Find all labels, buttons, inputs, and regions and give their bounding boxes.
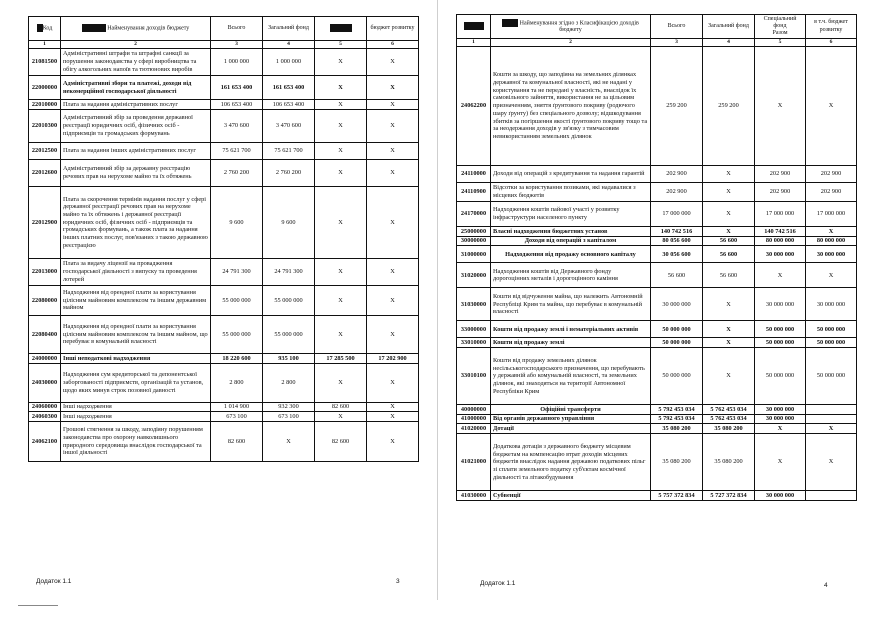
general-fund-cell: 5 727 372 834 <box>703 491 755 501</box>
development-budget-cell: 17 202 900 <box>367 354 419 364</box>
classification-code-cell: 31000000 <box>457 246 491 263</box>
development-budget-cell: 80 000 000 <box>806 236 857 246</box>
general-fund-cell: 55 000 000 <box>263 316 315 354</box>
general-fund-cell: 1 000 000 <box>263 49 315 76</box>
classification-code-cell: 22012500 <box>29 143 61 160</box>
general-fund-cell: 673 100 <box>263 412 315 422</box>
general-fund-cell: 161 653 400 <box>263 76 315 100</box>
table-row <box>29 110 419 143</box>
revenue-name-cell: Плата за надання інших адміністративних послуг <box>61 143 211 160</box>
header-special-label: Спеціальний фонд <box>763 15 797 29</box>
classification-code-cell: 41030000 <box>457 491 491 501</box>
revenue-name-cell: Адміністративний збір за проведення державної реєстрації юридичних осіб, фізичних осіб - підприємців та громадських формувань <box>61 110 211 143</box>
column-number: 3 <box>211 41 263 49</box>
header-development-budget: бюджет розвитку <box>367 17 419 41</box>
table-row <box>29 316 419 354</box>
classification-code-cell: 40000000 <box>457 405 491 415</box>
revenue-name-cell: Інші надходження <box>61 402 211 412</box>
development-budget-cell: X <box>367 259 419 286</box>
column-number-row <box>29 41 419 49</box>
column-number: 6 <box>367 41 419 49</box>
total-cell: 202 900 <box>651 166 703 183</box>
column-number: 4 <box>263 41 315 49</box>
revenue-name-cell: Плата за скорочення термінів надання послуг у сфері державної реєстрації речових прав на нерухоме майно та їх обтяжень і державної реєстрації юридичних осіб, фізичних осіб - підприємців та громадських формувань, а також плата за надання інших платних послуг, пов'язаних з такою державною реєстрацією <box>61 187 211 259</box>
table-row <box>29 143 419 160</box>
table-row <box>457 47 857 166</box>
special-fund-cell: 30 000 000 <box>755 414 806 424</box>
header-special-fund <box>315 17 367 41</box>
revenue-name-cell: Кошти за шкоду, що заподіяна на земельних ділянках державної та комунальної власності, які не надані у користування та не передані у власність, внаслідок їх самовільного зайняття, використання не за цільовим призначенням, зняття ґрунтового покриву (родючого шару ґрунту) без спеціального дозволу; відшкодування збитків за погіршення якості ґрунтового покриву тощо та за неодержання доходів у зв'язку з тимчасовим невикористанням земельних ділянок <box>491 47 651 166</box>
special-fund-cell: 80 000 000 <box>755 236 806 246</box>
special-fund-cell: X <box>315 286 367 316</box>
revenue-name-cell: Надходження від продажу основного капіталу <box>491 246 651 263</box>
revenue-name-cell: Від органів державного управління <box>491 414 651 424</box>
general-fund-cell: 56 600 <box>703 263 755 288</box>
development-budget-cell: X <box>806 434 857 491</box>
revenue-name-cell: Надходження коштів пайової участі у розвитку інфраструктури населеного пункту <box>491 202 651 227</box>
revenue-name-cell: Адміністративні збори та платежі, доходи від некомерційної господарської діяльності <box>61 76 211 100</box>
total-cell: 82 600 <box>211 422 263 462</box>
revenue-name-cell: Дотації <box>491 424 651 434</box>
table-row <box>29 363 419 402</box>
classification-code-cell: 22013000 <box>29 259 61 286</box>
development-budget-cell: X <box>367 286 419 316</box>
column-number: 6 <box>806 39 857 47</box>
header-name-label: Найменування доходів бюджету <box>107 25 190 32</box>
revenue-name-cell: Адміністративний збір за державну реєстрацію речових прав на нерухоме майно та їх обтяжень <box>61 160 211 187</box>
classification-code-cell: 41021000 <box>457 434 491 491</box>
special-fund-cell: 50 000 000 <box>755 338 806 348</box>
special-fund-cell: 140 742 516 <box>755 227 806 237</box>
development-budget-cell: X <box>367 187 419 259</box>
general-fund-cell: 935 100 <box>263 354 315 364</box>
development-budget-cell: 50 000 000 <box>806 338 857 348</box>
development-budget-cell: X <box>367 49 419 76</box>
total-cell: 80 056 600 <box>651 236 703 246</box>
header-code-label: Код <box>42 25 53 32</box>
total-cell: 18 220 600 <box>211 354 263 364</box>
classification-code-cell: 33010100 <box>457 348 491 405</box>
development-budget-cell: 50 000 000 <box>806 321 857 338</box>
general-fund-cell: 55 000 000 <box>263 286 315 316</box>
revenue-name-cell: Адміністративні штрафи та штрафні санкції за порушення законодавства у сфері виробництва та обігу алкогольних напоїв та тютюнових виробів <box>61 49 211 76</box>
development-budget-cell: 17 000 000 <box>806 202 857 227</box>
header-general-fund: Загальний фонд <box>703 15 755 39</box>
table-row <box>29 354 419 364</box>
development-budget-cell: X <box>367 402 419 412</box>
table-row <box>29 187 419 259</box>
header-total: Всього <box>651 15 703 39</box>
column-number: 5 <box>315 41 367 49</box>
special-fund-cell: 30 000 000 <box>755 246 806 263</box>
special-fund-cell: 202 900 <box>755 166 806 183</box>
special-fund-cell: X <box>315 49 367 76</box>
budget-table-right <box>456 14 857 501</box>
general-fund-cell: 9 600 <box>263 187 315 259</box>
special-fund-cell: 82 600 <box>315 422 367 462</box>
column-number: 2 <box>61 41 211 49</box>
total-cell: 55 000 000 <box>211 286 263 316</box>
special-fund-cell: X <box>315 259 367 286</box>
page-number: 4 <box>824 582 828 589</box>
total-cell: 5 792 453 034 <box>651 405 703 415</box>
general-fund-cell: 5 762 453 034 <box>703 414 755 424</box>
revenue-name-cell: Кошти від продажу землі <box>491 338 651 348</box>
classification-code-cell: 22012900 <box>29 187 61 259</box>
development-budget-cell: 30 000 000 <box>806 246 857 263</box>
revenue-name-cell: Додаткова дотація з державного бюджету місцевим бюджетам на компенсацію втрат доходів місцевих бюджетів внаслідок надання державою податкових пільг зі сплати земельного податку суб'єктам космічної діяльності та літакобудування <box>491 434 651 491</box>
total-cell: 50 000 000 <box>651 348 703 405</box>
special-fund-cell: X <box>315 363 367 402</box>
development-budget-cell: X <box>367 363 419 402</box>
general-fund-cell: X <box>703 227 755 237</box>
general-fund-cell: 259 200 <box>703 47 755 166</box>
special-fund-cell: 50 000 000 <box>755 321 806 338</box>
revenue-name-cell: Надходження коштів від Державного фонду дорогоцінних металів і дорогоцінного каміння <box>491 263 651 288</box>
table-row <box>29 160 419 187</box>
appendix-label: Додаток 1.1 <box>36 578 72 585</box>
general-fund-cell: 56 600 <box>703 236 755 246</box>
total-cell: 202 900 <box>651 183 703 202</box>
header-code <box>29 17 61 41</box>
total-cell: 35 080 200 <box>651 424 703 434</box>
classification-code-cell: 22080400 <box>29 316 61 354</box>
general-fund-cell: 106 653 400 <box>263 100 315 110</box>
revenue-name-cell: Плата за надання адміністративних послуг <box>61 100 211 110</box>
special-fund-cell: 17 000 000 <box>755 202 806 227</box>
table-body <box>29 49 419 462</box>
development-budget-cell <box>806 491 857 501</box>
special-fund-cell: 30 000 000 <box>755 491 806 501</box>
redaction-mark <box>464 22 484 30</box>
development-budget-cell: 202 900 <box>806 166 857 183</box>
revenue-name-cell: Кошти від відчуження майна, що належить Автономній Республіці Крим та майна, що перебуває в комунальній власності <box>491 288 651 321</box>
general-fund-cell: X <box>703 183 755 202</box>
development-budget-cell: X <box>367 143 419 160</box>
general-fund-cell: 75 621 700 <box>263 143 315 160</box>
total-cell: 1 000 000 <box>211 49 263 76</box>
revenue-name-cell: Інші надходження <box>61 412 211 422</box>
classification-code-cell: 24062100 <box>29 422 61 462</box>
table-row <box>457 183 857 202</box>
classification-code-cell: 22012600 <box>29 160 61 187</box>
revenue-name-cell: Субвенції <box>491 491 651 501</box>
special-fund-cell: X <box>315 100 367 110</box>
development-budget-cell: X <box>367 316 419 354</box>
table-row <box>29 100 419 110</box>
general-fund-cell: 3 470 600 <box>263 110 315 143</box>
redaction-mark <box>82 24 106 32</box>
table-row <box>29 422 419 462</box>
header-name <box>61 17 211 41</box>
revenue-name-cell: Відсотки за користування позиками, які надавалися з місцевих бюджетів <box>491 183 651 202</box>
special-fund-cell: 50 000 000 <box>755 348 806 405</box>
total-cell: 5 792 453 034 <box>651 414 703 424</box>
table-row <box>29 412 419 422</box>
table-row <box>457 202 857 227</box>
table-row <box>29 286 419 316</box>
classification-code-cell: 31030000 <box>457 288 491 321</box>
table-row <box>29 76 419 100</box>
table-row <box>457 227 857 237</box>
development-budget-cell: X <box>367 76 419 100</box>
table-row <box>457 434 857 491</box>
revenue-name-cell: Кошти від продажу земельних ділянок несільськогосподарського призначення, що перебувають у державній або комунальній власності, та земельних ділянок, які знаходяться на території Автономної Республіки Крим <box>491 348 651 405</box>
total-cell: 56 600 <box>651 263 703 288</box>
total-cell: 50 000 000 <box>651 321 703 338</box>
table-row <box>457 246 857 263</box>
total-cell: 50 000 000 <box>651 338 703 348</box>
table-row <box>29 259 419 286</box>
revenue-name-cell: Надходження сум кредиторської та депонентської заборгованості підприємств, організацій та установ, щодо яких минув строк позовної давності <box>61 363 211 402</box>
classification-code-cell: 24030000 <box>29 363 61 402</box>
table-row <box>457 236 857 246</box>
development-budget-cell: X <box>367 100 419 110</box>
total-cell: 673 100 <box>211 412 263 422</box>
total-cell: 55 000 000 <box>211 316 263 354</box>
classification-code-cell: 24000000 <box>29 354 61 364</box>
revenue-name-cell: Власні надходження бюджетних установ <box>491 227 651 237</box>
budget-table-left <box>28 16 419 462</box>
general-fund-cell: 35 080 200 <box>703 424 755 434</box>
special-fund-cell: X <box>315 143 367 160</box>
classification-code-cell: 22010000 <box>29 100 61 110</box>
column-number: 4 <box>703 39 755 47</box>
total-cell: 17 000 000 <box>651 202 703 227</box>
header-code <box>457 15 491 39</box>
total-cell: 106 653 400 <box>211 100 263 110</box>
total-cell: 2 760 200 <box>211 160 263 187</box>
table-row <box>457 166 857 183</box>
redaction-mark <box>502 19 518 27</box>
development-budget-cell: 50 000 000 <box>806 348 857 405</box>
column-number: 1 <box>29 41 61 49</box>
total-cell: 24 791 300 <box>211 259 263 286</box>
classification-code-cell: 33000000 <box>457 321 491 338</box>
header-name <box>491 15 651 39</box>
table-row <box>457 491 857 501</box>
general-fund-cell: 56 600 <box>703 246 755 263</box>
total-cell: 2 800 <box>211 363 263 402</box>
revenue-name-cell: Доходи від операцій з кредитування та надання гарантій <box>491 166 651 183</box>
total-cell: 3 470 600 <box>211 110 263 143</box>
footer-rule <box>18 605 58 606</box>
special-fund-cell: 30 000 000 <box>755 405 806 415</box>
development-budget-cell: 202 900 <box>806 183 857 202</box>
general-fund-cell: 35 080 200 <box>703 434 755 491</box>
general-fund-cell: 2 760 200 <box>263 160 315 187</box>
classification-code-cell: 24060300 <box>29 412 61 422</box>
total-cell: 75 621 700 <box>211 143 263 160</box>
classification-code-cell: 21081500 <box>29 49 61 76</box>
table-row <box>29 49 419 76</box>
column-number: 1 <box>457 39 491 47</box>
total-cell: 30 056 600 <box>651 246 703 263</box>
general-fund-cell: 24 791 300 <box>263 259 315 286</box>
development-budget-cell <box>806 405 857 415</box>
special-fund-cell: X <box>755 47 806 166</box>
classification-code-cell: 25000000 <box>457 227 491 237</box>
general-fund-cell: X <box>703 202 755 227</box>
general-fund-cell: X <box>703 321 755 338</box>
header-total: Всього <box>211 17 263 41</box>
development-budget-cell: X <box>806 424 857 434</box>
special-fund-cell: X <box>315 187 367 259</box>
header-special-fund <box>755 15 806 39</box>
revenue-name-cell: Кошти від продажу землі і нематеріальних активів <box>491 321 651 338</box>
development-budget-cell: X <box>367 422 419 462</box>
special-fund-cell: X <box>315 412 367 422</box>
general-fund-cell: X <box>703 166 755 183</box>
special-fund-cell: X <box>755 424 806 434</box>
development-budget-cell: X <box>806 47 857 166</box>
development-budget-cell: X <box>806 263 857 288</box>
development-budget-cell <box>806 414 857 424</box>
table-row <box>457 321 857 338</box>
special-fund-cell: X <box>755 263 806 288</box>
total-cell: 161 653 400 <box>211 76 263 100</box>
total-cell: 1 014 900 <box>211 402 263 412</box>
special-fund-cell: X <box>315 160 367 187</box>
table-row <box>457 288 857 321</box>
special-fund-cell: 82 600 <box>315 402 367 412</box>
table-row <box>457 405 857 415</box>
classification-code-cell: 41020000 <box>457 424 491 434</box>
special-fund-cell: X <box>315 110 367 143</box>
general-fund-cell: X <box>703 338 755 348</box>
special-fund-cell: X <box>755 434 806 491</box>
table-row <box>457 424 857 434</box>
revenue-name-cell: Надходження від орендної плати за користування цілісним майновим комплексом та іншим майном, що перебуває в комунальній власності <box>61 316 211 354</box>
development-budget-cell: X <box>367 412 419 422</box>
special-fund-cell: X <box>315 316 367 354</box>
header-development-budget: в т.ч. бюджет розвитку <box>806 15 857 39</box>
table-header <box>29 17 419 49</box>
general-fund-cell: 932 300 <box>263 402 315 412</box>
total-cell: 140 742 516 <box>651 227 703 237</box>
table-row <box>457 338 857 348</box>
classification-code-cell: 24062200 <box>457 47 491 166</box>
classification-code-cell: 22010300 <box>29 110 61 143</box>
revenue-name-cell: Доходи від операцій з капіталом <box>491 236 651 246</box>
general-fund-cell: 2 800 <box>263 363 315 402</box>
classification-code-cell: 24110900 <box>457 183 491 202</box>
general-fund-cell: X <box>703 288 755 321</box>
table-row <box>457 348 857 405</box>
development-budget-cell: X <box>367 160 419 187</box>
header-general-fund: Загальний фонд <box>263 17 315 41</box>
header-name-label: Найменування згідно з Класифікацією доходів бюджету <box>519 19 639 34</box>
table-row <box>457 263 857 288</box>
header-special-sub-label: Разом <box>772 30 788 37</box>
revenue-name-cell: Інші неподаткові надходження <box>61 354 211 364</box>
redaction-mark <box>330 24 352 32</box>
classification-code-cell: 22000000 <box>29 76 61 100</box>
table-body <box>457 47 857 501</box>
revenue-name-cell: Плата за видачу ліцензії на провадження господарської діяльності з випуску та проведення лотерей <box>61 259 211 286</box>
appendix-label: Додаток 1.1 <box>480 580 516 587</box>
revenue-name-cell: Офіційні трансферти <box>491 405 651 415</box>
special-fund-cell: 30 000 000 <box>755 288 806 321</box>
table-row <box>29 402 419 412</box>
column-number: 5 <box>755 39 806 47</box>
total-cell: 9 600 <box>211 187 263 259</box>
page-number: 3 <box>396 578 400 585</box>
total-cell: 259 200 <box>651 47 703 166</box>
revenue-name-cell: Надходження від орендної плати за користування цілісним майновим комплексом та іншим державним майном <box>61 286 211 316</box>
classification-code-cell: 31020000 <box>457 263 491 288</box>
special-fund-cell: 202 900 <box>755 183 806 202</box>
development-budget-cell: 30 000 000 <box>806 288 857 321</box>
total-cell: 35 080 200 <box>651 434 703 491</box>
total-cell: 30 000 000 <box>651 288 703 321</box>
general-fund-cell: 5 762 453 034 <box>703 405 755 415</box>
revenue-name-cell: Грошові стягнення за шкоду, заподіяну порушенням законодавства про охорону навколишнього природного середовища внаслідок господарської та іншої діяльності <box>61 422 211 462</box>
classification-code-cell: 24170000 <box>457 202 491 227</box>
classification-code-cell: 33010000 <box>457 338 491 348</box>
table-header <box>457 15 857 47</box>
classification-code-cell: 24110000 <box>457 166 491 183</box>
document-page-right <box>438 0 876 621</box>
classification-code-cell: 41000000 <box>457 414 491 424</box>
general-fund-cell: X <box>703 348 755 405</box>
column-number: 3 <box>651 39 703 47</box>
total-cell: 5 757 372 834 <box>651 491 703 501</box>
classification-code-cell: 24060000 <box>29 402 61 412</box>
general-fund-cell: X <box>263 422 315 462</box>
special-fund-cell: 17 285 500 <box>315 354 367 364</box>
column-number: 2 <box>491 39 651 47</box>
special-fund-cell: X <box>315 76 367 100</box>
classification-code-cell: 22080000 <box>29 286 61 316</box>
development-budget-cell: X <box>367 110 419 143</box>
column-number-row <box>457 39 857 47</box>
table-row <box>457 414 857 424</box>
classification-code-cell: 30000000 <box>457 236 491 246</box>
development-budget-cell: X <box>806 227 857 237</box>
